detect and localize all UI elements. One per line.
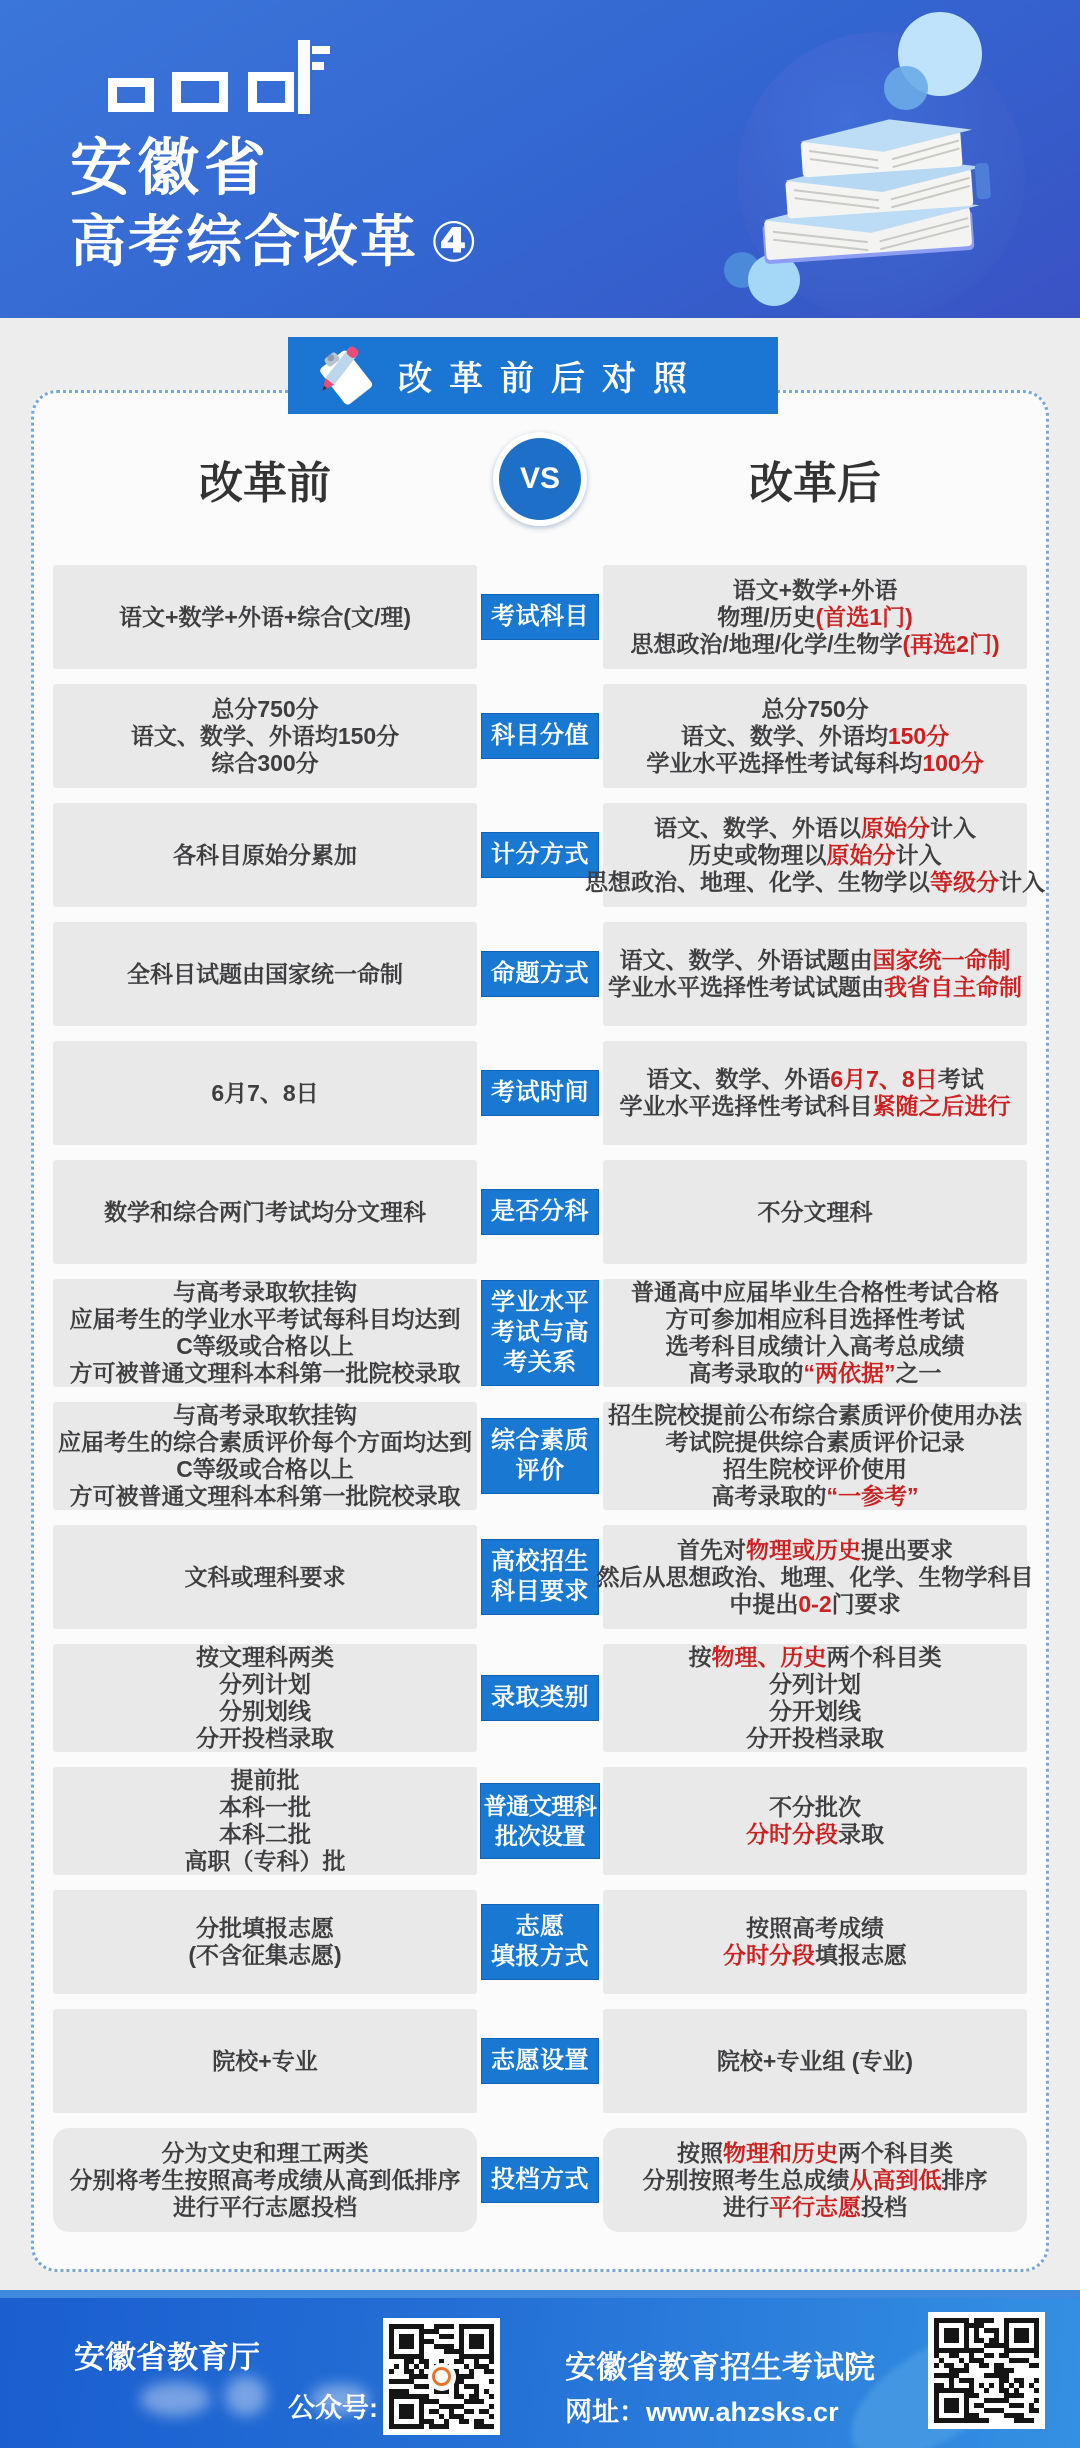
text-line <box>173 1279 357 1306</box>
highlighted-text: 100分 <box>922 749 984 776</box>
table-row <box>53 803 1045 907</box>
category-badge-line: 评价 <box>515 1457 565 1484</box>
qr-center-logo <box>428 2363 456 2391</box>
after-cell <box>603 565 1027 669</box>
text-segment: 提出要求 <box>861 1536 953 1563</box>
category-badge-line: 录取类别 <box>491 1684 589 1711</box>
text-line <box>677 1537 953 1564</box>
category-column <box>477 1279 603 1387</box>
text-line <box>608 1402 1022 1429</box>
text-segment: 语文、数学、外语均150分 <box>130 722 400 749</box>
category-column <box>477 1041 603 1145</box>
text-line <box>196 1644 334 1671</box>
province-title: 安徽省 <box>70 134 272 203</box>
table-row <box>53 1279 1027 1387</box>
text-line <box>173 2194 357 2221</box>
text-segment: 高职（专科）批 <box>184 1848 346 1874</box>
text-segment: 提前批 <box>230 1767 300 1793</box>
text-segment: 分开划线 <box>769 1698 861 1724</box>
clipboard-pencil-icon <box>306 341 380 411</box>
text-segment: 本科一批 <box>219 1794 311 1820</box>
text-segment: 高考录取的 <box>688 1360 804 1386</box>
institute-name: 安徽省教育招生考试院 <box>565 2350 875 2385</box>
category-column <box>477 2009 603 2113</box>
category-badge-line: 投档方式 <box>491 2166 589 2193</box>
highlighted-text: 0-2 <box>798 1590 832 1617</box>
after-cell <box>603 2128 1027 2232</box>
text-line <box>666 1429 965 1456</box>
category-badge-line: 批次设置 <box>495 1823 585 1849</box>
highlighted-text: (首选1门) <box>815 603 913 630</box>
text-segment: 应届考生的综合素质评价每个方面均达到 <box>58 1429 472 1455</box>
text-segment: 分开投档录取 <box>746 1725 884 1751</box>
text-line <box>620 1093 1011 1120</box>
table-rows <box>53 565 1045 2232</box>
text-line <box>585 869 1045 896</box>
text-line <box>746 1821 884 1848</box>
logo-fragment <box>108 78 154 112</box>
category-badge-line: 考试科目 <box>491 603 589 630</box>
text-line <box>666 1306 965 1333</box>
text-segment: 进行平行志愿投档 <box>173 2193 357 2220</box>
text-segment: 分别将考生按照高考成绩从高到低排序 <box>69 2166 461 2193</box>
highlighted-text: 原始分 <box>861 814 930 841</box>
text-line <box>185 1564 346 1591</box>
text-line <box>689 1644 942 1671</box>
text-line <box>211 750 318 777</box>
before-cell <box>53 1890 477 1994</box>
text-line <box>188 1942 341 1969</box>
text-segment: 普通高中应届毕业生合格性考试合格 <box>631 1279 999 1305</box>
text-segment: 语文+数学+外语+综合(文/理) <box>118 603 411 630</box>
column-header-after: 改革后 <box>749 459 881 508</box>
section-banner <box>288 337 778 414</box>
category-column <box>477 1644 603 1752</box>
highlighted-text: 分时分段 <box>723 1942 815 1968</box>
text-segment: 分列计划 <box>769 1671 861 1697</box>
text-segment: 考试院提供综合素质评价记录 <box>665 1429 965 1455</box>
text-line <box>176 1456 354 1483</box>
highlighted-text: 分时分段 <box>746 1821 838 1847</box>
books-illustration <box>752 108 1012 268</box>
category-badge-line: 考试时间 <box>491 1079 589 1106</box>
text-line <box>219 1671 311 1698</box>
after-cell <box>603 1041 1027 1145</box>
table-row <box>53 1767 1027 1875</box>
text-line <box>646 750 983 777</box>
text-segment: 语文、数学、外语 <box>646 1066 831 1092</box>
text-segment: 全科目试题由国家统一命制 <box>127 960 403 987</box>
text-line <box>723 1942 907 1969</box>
text-line <box>131 723 399 750</box>
before-cell <box>53 1767 477 1875</box>
category-badge <box>481 2038 599 2084</box>
text-line <box>746 1915 884 1942</box>
text-line <box>677 2140 953 2167</box>
text-segment: 考试 <box>937 1066 984 1092</box>
logo-fragment <box>312 62 324 70</box>
text-segment: 6月7、8日 <box>211 1079 319 1106</box>
vs-wrap <box>477 432 603 526</box>
text-line <box>733 577 898 604</box>
text-line <box>717 2048 913 2075</box>
text-segment: 不分批次 <box>769 1794 861 1820</box>
category-badge <box>481 1189 599 1235</box>
wechat-qr-code <box>383 2318 500 2435</box>
category-badge-line: 填报方式 <box>491 1943 589 1970</box>
text-segment: 不分文理科 <box>757 1198 873 1225</box>
after-cell <box>603 1160 1027 1264</box>
category-badge-line: 考关系 <box>503 1349 577 1376</box>
text-line <box>608 974 1022 1001</box>
after-cell <box>603 684 1027 788</box>
text-segment: 与高考录取软挂钩 <box>173 1279 357 1305</box>
highlighted-text: 物理和历史 <box>723 2139 838 2166</box>
text-segment: (不含征集志愿) <box>188 1942 342 1968</box>
before-cell <box>53 1279 477 1387</box>
text-segment: 门要求 <box>831 1590 901 1617</box>
logo-fragment <box>312 46 330 54</box>
hero-header <box>0 0 1080 318</box>
text-segment: 历史或物理以 <box>688 841 827 868</box>
text-line <box>211 1080 318 1107</box>
text-segment: 语文+数学+外语 <box>732 576 898 603</box>
category-badge <box>481 713 599 759</box>
text-line <box>104 1199 426 1226</box>
after-cell <box>596 1525 1034 1629</box>
logo-fragment <box>172 72 228 112</box>
text-line <box>717 604 913 631</box>
text-line <box>761 696 868 723</box>
highlighted-text: 物理或历史 <box>746 1536 861 1563</box>
text-line <box>654 815 976 842</box>
text-segment: 首先对 <box>677 1536 746 1563</box>
table-row <box>53 2128 1027 2232</box>
category-badge-line: 综合素质 <box>491 1427 589 1454</box>
text-line <box>646 1066 983 1093</box>
text-line <box>630 631 999 658</box>
text-segment: 按 <box>688 1644 712 1670</box>
issue-number-badge: ④ <box>430 210 480 273</box>
text-segment: 总分750分 <box>211 695 319 722</box>
category-badge <box>481 1675 599 1721</box>
highlighted-text: 平行志愿 <box>769 2193 861 2220</box>
highlighted-text: “一参考” <box>826 1483 919 1509</box>
text-line <box>219 1794 311 1821</box>
text-line <box>746 1725 884 1752</box>
before-cell <box>53 922 477 1026</box>
website-qr-code <box>928 2312 1045 2429</box>
highlighted-text: “两依据” <box>803 1360 896 1386</box>
text-segment: 思想政治、地理、化学、生物学以 <box>585 868 930 895</box>
category-badge-line: 考试与高 <box>491 1319 589 1346</box>
text-line <box>631 1279 999 1306</box>
text-line <box>70 2167 461 2194</box>
text-segment: 两个科目类 <box>826 1644 942 1670</box>
text-segment: 分别按照考生总成绩 <box>642 2166 850 2193</box>
text-segment: 招生院校评价使用 <box>723 1456 907 1482</box>
text-segment: 院校+专业 <box>212 2047 318 2074</box>
category-badge <box>481 1280 599 1386</box>
text-line <box>620 947 1011 974</box>
text-segment: 方可参加相应科目选择性考试 <box>665 1306 965 1332</box>
text-line <box>597 1564 1034 1591</box>
category-column <box>477 1160 603 1264</box>
category-badge-line: 科目分值 <box>491 722 589 749</box>
logo-fragment <box>298 40 310 114</box>
text-segment: 分批填报志愿 <box>196 1915 334 1941</box>
table-row <box>53 1644 1027 1752</box>
text-segment: 选考科目成绩计入高考总成绩 <box>665 1333 965 1359</box>
text-line <box>173 842 357 869</box>
text-segment: 本科二批 <box>219 1821 311 1847</box>
before-cell <box>53 1402 477 1510</box>
text-line <box>162 2140 369 2167</box>
highlighted-text: 6月7、8日 <box>830 1066 938 1092</box>
logo-fragment <box>248 72 294 112</box>
footer <box>0 2290 1080 2448</box>
text-segment: 按照高考成绩 <box>746 1915 884 1941</box>
text-segment: 综合300分 <box>211 749 319 776</box>
category-column <box>477 1767 603 1875</box>
category-badge <box>481 1904 599 1980</box>
highlighted-text: 从高到低 <box>849 2166 942 2193</box>
text-segment: 文科或理科要求 <box>184 1563 346 1590</box>
text-line <box>643 2167 988 2194</box>
qr-module <box>489 2424 494 2429</box>
text-segment: 各科目原始分累加 <box>173 841 357 868</box>
page-title-text: 高考综合改革 <box>70 210 418 273</box>
text-line <box>176 1333 354 1360</box>
category-badge <box>480 1783 601 1859</box>
section-title: 改革前后对照 <box>398 360 704 398</box>
table-row <box>53 1890 1027 1994</box>
text-line <box>712 1483 919 1510</box>
website-url: 网址：www.ahzsks.cr <box>565 2397 839 2427</box>
category-column <box>477 1525 603 1629</box>
text-segment: 与高考录取软挂钩 <box>173 1402 357 1428</box>
category-column <box>477 565 603 669</box>
category-badge <box>481 2157 599 2203</box>
text-segment: 排序 <box>941 2166 988 2193</box>
table-row <box>53 1041 1027 1145</box>
before-cell <box>53 803 477 907</box>
category-badge <box>481 1070 599 1116</box>
category-badge-line: 学业水平 <box>491 1289 589 1316</box>
text-line <box>119 604 411 631</box>
text-line <box>729 1591 900 1618</box>
text-segment: 进行 <box>723 2193 769 2220</box>
decor-circle-mid <box>884 66 928 110</box>
text-line <box>723 1456 907 1483</box>
blurred-text <box>140 2382 210 2416</box>
text-line <box>196 1725 334 1752</box>
text-segment: 物理/历史 <box>717 603 816 630</box>
before-cell <box>53 2009 477 2113</box>
table-row <box>53 684 1027 788</box>
comparison-card <box>31 390 1049 2272</box>
after-cell <box>603 1767 1027 1875</box>
text-line <box>196 1915 334 1942</box>
text-segment: 录取 <box>838 1821 884 1847</box>
table-row <box>53 1402 1027 1510</box>
text-segment: 数学和综合两门考试均分文理科 <box>104 1198 426 1225</box>
partial-logo <box>108 28 348 114</box>
text-segment: 方可被普通文理科本科第一批院校录取 <box>69 1483 461 1509</box>
text-segment: C等级或合格以上 <box>176 1456 354 1482</box>
table-row <box>53 565 1027 669</box>
text-line <box>219 1698 311 1725</box>
text-segment: 高考录取的 <box>711 1483 827 1509</box>
before-cell <box>53 565 477 669</box>
after-cell <box>603 1644 1027 1752</box>
text-line <box>689 1360 942 1387</box>
category-badge <box>481 951 599 997</box>
after-cell <box>603 2009 1027 2113</box>
text-segment: 投档 <box>861 2193 907 2220</box>
table-row <box>53 1160 1027 1264</box>
text-line <box>70 1360 461 1387</box>
text-segment: 分为文史和理工两类 <box>161 2139 369 2166</box>
text-segment: 学业水平选择性考试科目 <box>619 1093 873 1119</box>
before-cell <box>53 1041 477 1145</box>
category-column <box>477 1890 603 1994</box>
category-column <box>477 922 603 1026</box>
before-cell <box>53 1644 477 1752</box>
highlighted-text: 国家统一命制 <box>872 947 1011 973</box>
category-column <box>477 2128 603 2232</box>
text-line <box>723 2194 907 2221</box>
text-segment: 分别划线 <box>219 1698 311 1724</box>
text-line <box>211 696 318 723</box>
category-badge <box>481 594 599 640</box>
text-line <box>70 1306 461 1333</box>
text-segment: 计入 <box>930 814 976 841</box>
category-badge <box>481 1418 599 1494</box>
before-cell <box>53 1160 477 1264</box>
highlighted-text: (再选2门) <box>902 630 1000 657</box>
text-segment: 然后从思想政治、地理、化学、生物学科目 <box>596 1563 1034 1590</box>
text-line <box>58 1429 472 1456</box>
text-line <box>70 1483 461 1510</box>
category-badge-line: 普通文理科 <box>483 1793 597 1819</box>
highlighted-text: 物理、历史 <box>711 1644 827 1670</box>
text-segment: 分开投档录取 <box>196 1725 334 1751</box>
text-segment: 应届考生的学业水平考试每科目均达到 <box>69 1306 461 1332</box>
table-row <box>53 2009 1027 2113</box>
after-cell <box>585 803 1045 907</box>
highlighted-text: 我省自主命制 <box>884 974 1022 1000</box>
text-line <box>127 961 403 988</box>
after-cell <box>603 1402 1027 1510</box>
text-segment: 两个科目类 <box>838 2139 953 2166</box>
category-column <box>477 684 603 788</box>
text-line <box>231 1767 300 1794</box>
text-line <box>689 842 942 869</box>
vs-badge: VS <box>493 432 587 526</box>
text-segment: 计入 <box>999 868 1045 895</box>
text-line <box>173 1402 357 1429</box>
text-line <box>769 1794 861 1821</box>
text-line <box>758 1199 873 1226</box>
table-row <box>53 922 1027 1026</box>
text-segment: 之一 <box>895 1360 942 1386</box>
page-title <box>70 198 479 278</box>
highlighted-text: 紧随之后进行 <box>872 1093 1011 1119</box>
wechat-account-label: 公众号: <box>288 2393 378 2423</box>
after-cell <box>603 922 1027 1026</box>
table-row <box>53 1525 1034 1629</box>
category-badge-line: 志愿 <box>515 1913 565 1940</box>
department-name: 安徽省教育厅 <box>74 2340 260 2375</box>
text-segment: 招生院校提前公布综合素质评价使用办法 <box>608 1402 1022 1428</box>
highlighted-text: 150分 <box>887 722 950 749</box>
text-line <box>212 2048 317 2075</box>
category-badge-line: 志愿设置 <box>491 2047 589 2074</box>
text-segment: 分列计划 <box>219 1671 311 1697</box>
text-line <box>769 1671 861 1698</box>
category-badge-line: 是否分科 <box>491 1198 589 1225</box>
category-badge-line: 命题方式 <box>491 960 589 987</box>
column-header-before: 改革前 <box>199 459 331 508</box>
before-cell <box>53 2128 477 2232</box>
category-badge-line: 计分方式 <box>491 841 589 868</box>
highlighted-text: 原始分 <box>826 841 896 868</box>
category-badge-line: 高校招生 <box>491 1548 589 1575</box>
category-badge-line: 科目要求 <box>491 1578 589 1605</box>
text-segment: 填报志愿 <box>815 1942 907 1968</box>
text-segment: 学业水平选择性考试试题由 <box>608 974 884 1000</box>
before-cell <box>53 1525 477 1629</box>
category-badge <box>481 1539 599 1615</box>
category-column <box>477 1402 603 1510</box>
text-line <box>769 1698 861 1725</box>
text-segment: 按照 <box>677 2139 723 2166</box>
text-segment: 语文、数学、外语试题由 <box>619 947 873 973</box>
table-header <box>53 393 1027 565</box>
text-line <box>681 723 949 750</box>
text-line <box>219 1821 311 1848</box>
text-segment: 总分750分 <box>761 695 869 722</box>
highlighted-text: 等级分 <box>930 868 999 895</box>
text-segment: 中提出 <box>729 1590 799 1617</box>
text-segment: 语文、数学、外语均 <box>680 722 888 749</box>
category-badge <box>481 832 599 878</box>
text-segment: C等级或合格以上 <box>176 1333 354 1359</box>
text-segment: 语文、数学、外语以 <box>654 814 861 841</box>
text-segment: 思想政治/地理/化学/生物学 <box>630 630 903 657</box>
text-line <box>666 1333 965 1360</box>
blurred-text <box>225 2376 267 2416</box>
text-segment: 学业水平选择性考试每科均 <box>646 749 923 776</box>
text-line <box>185 1848 346 1875</box>
after-cell <box>603 1279 1027 1387</box>
qr-module <box>1034 2418 1039 2423</box>
before-cell <box>53 684 477 788</box>
text-segment: 按文理科两类 <box>196 1644 334 1670</box>
text-segment: 方可被普通文理科本科第一批院校录取 <box>69 1360 461 1386</box>
after-cell <box>603 1890 1027 1994</box>
text-segment: 院校+专业组 (专业) <box>716 2047 914 2074</box>
text-segment: 计入 <box>895 841 942 868</box>
